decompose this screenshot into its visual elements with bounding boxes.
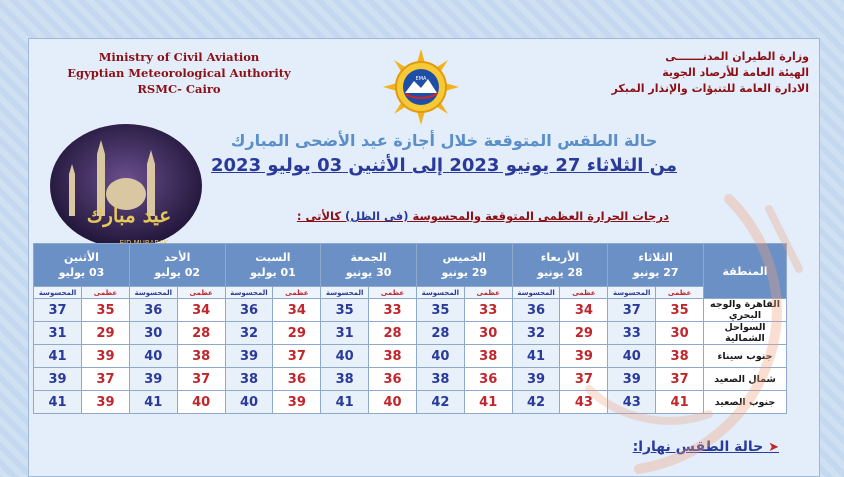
feels-like-cell: 40: [321, 345, 369, 368]
feels-like-cell: 38: [225, 368, 273, 391]
feels-like-cell: 35: [321, 299, 369, 322]
max-temp-cell: 28: [369, 322, 417, 345]
feels-like-cell: 39: [34, 368, 82, 391]
max-temp-cell: 29: [560, 322, 608, 345]
day-header: [225, 244, 321, 287]
table-row: [34, 368, 787, 391]
max-temp-cell: 39: [273, 391, 321, 414]
temperature-table: [33, 243, 787, 414]
feels-like-cell: 40: [416, 345, 464, 368]
arabic-header-line: الهيئة العامة للأرصاد الجوية: [662, 66, 809, 79]
feels-like-cell: 36: [512, 299, 560, 322]
region-name: جنوب الصعيد: [704, 391, 787, 414]
max-temp-cell: 34: [273, 299, 321, 322]
day-name: الأربعاء: [540, 251, 580, 264]
max-label: عظمى: [177, 287, 225, 299]
max-temp-cell: 37: [82, 368, 130, 391]
arabic-header-line: وزارة الطيران المدنـــــــى: [665, 50, 809, 63]
arabic-header: [549, 49, 809, 97]
feels-like-label: المحسوسة: [225, 287, 273, 299]
max-temp-cell: 39: [82, 345, 130, 368]
feels-like-cell: 35: [416, 299, 464, 322]
max-temp-cell: 30: [656, 322, 704, 345]
feels-like-label: المحسوسة: [416, 287, 464, 299]
ema-logo-icon: [381, 47, 461, 127]
feels-like-cell: 31: [321, 322, 369, 345]
day-date: 30 يونيو: [345, 266, 392, 279]
subheading-part: كالأتى :: [296, 209, 346, 223]
day-date: 28 يونيو: [537, 266, 583, 279]
max-label: عظمى: [82, 287, 130, 299]
day-weather-heading: [633, 439, 779, 455]
max-temp-cell: 38: [177, 345, 225, 368]
max-label: عظمى: [656, 287, 704, 299]
day-name: السبت: [255, 251, 291, 264]
max-temp-cell: 37: [560, 368, 608, 391]
feels-like-cell: 41: [129, 391, 177, 414]
feels-like-label: المحسوسة: [34, 287, 82, 299]
max-temp-cell: 36: [273, 368, 321, 391]
feels-like-label: المحسوسة: [129, 287, 177, 299]
eid-greeting-text: عيد مبارك: [86, 203, 172, 227]
day-name: الأثنين: [63, 251, 99, 264]
feels-like-cell: 41: [34, 391, 82, 414]
table-body: [34, 299, 787, 414]
feels-like-cell: 41: [321, 391, 369, 414]
feels-like-cell: 36: [129, 299, 177, 322]
max-label: عظمى: [369, 287, 417, 299]
feels-like-cell: 40: [129, 345, 177, 368]
max-temp-cell: 28: [177, 322, 225, 345]
logo-text: EMA: [415, 76, 427, 82]
subheading-part: درجات الحرارة العظمى المتوقعة والمحسوسة: [408, 209, 669, 223]
feels-like-cell: 36: [225, 299, 273, 322]
day-date: 01 يوليو: [250, 266, 296, 279]
feels-like-cell: 33: [608, 322, 656, 345]
table-row: [34, 345, 787, 368]
day-weather-label: حالة الطقس نهارا:: [632, 439, 764, 455]
max-temp-cell: 38: [369, 345, 417, 368]
day-date: 03 يوليو: [58, 266, 105, 279]
max-temp-cell: 37: [656, 368, 704, 391]
max-temp-cell: 35: [82, 299, 130, 322]
max-temp-cell: 38: [464, 345, 512, 368]
region-name: السواحل الشمالية: [704, 322, 787, 345]
feels-like-cell: 43: [608, 391, 656, 414]
region-name: شمال الصعيد: [704, 368, 787, 391]
max-temp-cell: 37: [177, 368, 225, 391]
max-temp-cell: 29: [273, 322, 321, 345]
max-label: عظمى: [560, 287, 608, 299]
day-header: [608, 244, 704, 287]
subheading-shade-note: (فى الظل): [345, 209, 409, 223]
feels-like-cell: 32: [225, 322, 273, 345]
arabic-header-line: الادارة العامة للتنبؤات والإنذار المبكر: [611, 82, 809, 95]
english-header-line: RSMC- Cairo: [137, 82, 221, 96]
max-temp-cell: 35: [656, 299, 704, 322]
bulletin-sheet: [28, 38, 820, 477]
max-temp-cell: 41: [656, 391, 704, 414]
day-date: 02 يوليو: [154, 266, 201, 279]
day-header: [416, 244, 512, 287]
feels-like-cell: 32: [512, 322, 560, 345]
feels-like-cell: 37: [34, 299, 82, 322]
table-row: [34, 391, 787, 414]
day-date: 27 يونيو: [632, 266, 679, 279]
day-header: [321, 244, 417, 287]
feels-like-cell: 40: [225, 391, 273, 414]
day-header: [129, 244, 225, 287]
english-header-line: Egyptian Meteorological Authority: [67, 66, 291, 80]
feels-like-cell: 31: [34, 322, 82, 345]
feels-like-cell: 30: [129, 322, 177, 345]
feels-like-cell: 41: [34, 345, 82, 368]
max-temp-cell: 34: [560, 299, 608, 322]
region-column-header: المنطقة: [704, 244, 787, 299]
day-name: الخميس: [442, 251, 486, 264]
max-label: عظمى: [464, 287, 512, 299]
table-row: [34, 299, 787, 322]
region-name: جنوب سيناء: [704, 345, 787, 368]
max-temp-cell: 40: [177, 391, 225, 414]
max-temp-cell: 38: [656, 345, 704, 368]
region-name: القاهرة والوجه البحري: [704, 299, 787, 322]
feels-like-cell: 42: [512, 391, 560, 414]
feels-like-cell: 28: [416, 322, 464, 345]
max-temp-cell: 36: [369, 368, 417, 391]
table-header-row: [34, 244, 787, 287]
feels-like-cell: 39: [129, 368, 177, 391]
bulletin-title: حالة الطقس المتوقعة خلال أجازة عيد الأضحى المبارك: [230, 131, 658, 150]
max-temp-cell: 29: [82, 322, 130, 345]
temperature-subheading: [297, 209, 669, 223]
feels-like-cell: 37: [608, 299, 656, 322]
max-temp-cell: 39: [560, 345, 608, 368]
max-temp-cell: 36: [464, 368, 512, 391]
feels-like-cell: 38: [321, 368, 369, 391]
day-name: الثلاثاء: [638, 251, 673, 264]
max-label: عظمى: [273, 287, 321, 299]
feels-like-cell: 39: [608, 368, 656, 391]
feels-like-label: المحسوسة: [321, 287, 369, 299]
max-temp-cell: 37: [273, 345, 321, 368]
max-temp-cell: 39: [82, 391, 130, 414]
max-temp-cell: 33: [464, 299, 512, 322]
english-header: [64, 49, 294, 97]
day-header: [512, 244, 608, 287]
table-row: [34, 322, 787, 345]
max-temp-cell: 33: [369, 299, 417, 322]
feels-like-label: المحسوسة: [512, 287, 560, 299]
feels-like-cell: 39: [512, 368, 560, 391]
table-subheader-row: [34, 287, 787, 299]
feels-like-cell: 40: [608, 345, 656, 368]
feels-like-cell: 42: [416, 391, 464, 414]
day-date: 29 يونيو: [441, 266, 488, 279]
max-temp-cell: 34: [177, 299, 225, 322]
max-temp-cell: 30: [464, 322, 512, 345]
feels-like-cell: 41: [512, 345, 560, 368]
bulletin-period: من الثلاثاء 27 يونيو 2023 إلى الأثنين 03 يوليو 2023: [211, 155, 677, 176]
arrow-bullet-icon: ➤: [768, 440, 779, 455]
max-temp-cell: 43: [560, 391, 608, 414]
feels-like-cell: 39: [225, 345, 273, 368]
day-name: الجمعة: [350, 251, 387, 264]
max-temp-cell: 41: [464, 391, 512, 414]
feels-like-cell: 38: [416, 368, 464, 391]
feels-like-label: المحسوسة: [608, 287, 656, 299]
day-header: [34, 244, 130, 287]
max-temp-cell: 40: [369, 391, 417, 414]
english-header-line: Ministry of Civil Aviation: [98, 50, 260, 64]
day-name: الأحد: [164, 251, 191, 264]
